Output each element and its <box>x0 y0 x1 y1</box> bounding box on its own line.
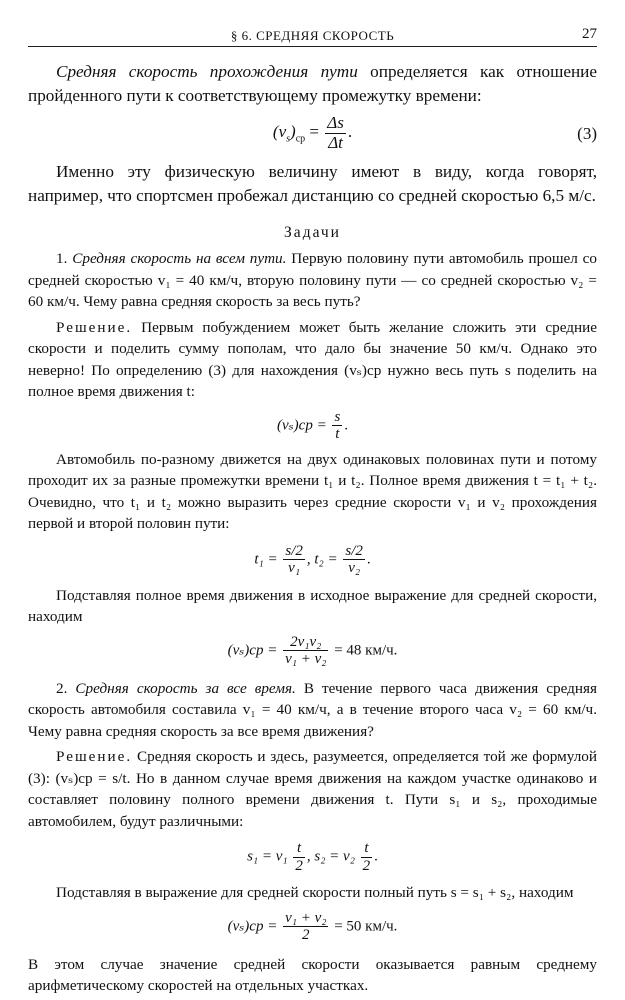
solution2-label: Решение. <box>56 748 133 766</box>
eq3-numerator: Δs <box>327 113 344 132</box>
sport-paragraph: Именно эту физическую величину имеют в виду, когда говорят, например, что спортсмен пробежал дистанцию со средней скоростью 6,5 м/с. <box>28 162 597 206</box>
task2-paragraph <box>28 678 597 743</box>
solution2-text: Средняя скорость и здесь, разумеется, определяется той же формулой (3): (vₛ)ср = s/t. Но в данном случае время движения на каждом участке одинаково и составляет половину полного времени движения t. Пути s₁ и s₂, проходимые автомобилем, будут различными: <box>28 748 597 830</box>
solution2-paragraph <box>28 746 597 832</box>
substitution2-paragraph: Подставляя в выражение для средней скорости полный путь s = s₁ + s₂, находим <box>56 884 574 902</box>
page-header <box>28 24 597 47</box>
page-number: 27 <box>582 26 597 42</box>
f1-denominator: t <box>335 426 340 443</box>
f2-t1: t₁ = <box>254 551 282 568</box>
equation-number: (3) <box>577 124 597 143</box>
f2-dot: . <box>366 551 371 568</box>
solution1-text: Первым побуждением может быть желание сложить эти средние скорости и поделить сумму пополам, что дало бы значение 50 км/ч. Однако это неверно! По определению (3) для нахождения (vₛ)ср нужно весь путь s поделить на полное время движения t: <box>28 318 597 401</box>
eq3-fraction <box>325 114 346 152</box>
f3-numerator: 2v₁v₂ <box>283 634 328 652</box>
f4-fraction-2 <box>361 840 373 874</box>
task2-number: 2. <box>56 679 68 697</box>
f5-lhs: (vₛ)ср = <box>227 918 282 935</box>
eq3-denominator: Δt <box>328 132 343 152</box>
eq3-lhs: (v <box>272 122 287 142</box>
f4-num2: t <box>361 840 373 858</box>
task2-text: В течение первого часа движения средняя скорость автомобиля составила v₁ = 40 км/ч, а в течение второго часа v₂ = 60 км/ч. Чему равна средняя скорость за все время движения? <box>28 679 598 740</box>
formula-result-50 <box>28 910 597 944</box>
f3-lhs: (vₛ)ср = <box>227 642 282 659</box>
eq3-cp: ср <box>295 133 306 145</box>
f3-denominator: v₁ + v₂ <box>285 651 327 668</box>
f2-den1: v₁ <box>288 560 301 577</box>
equation-3 <box>28 114 597 152</box>
f5-fraction <box>283 910 328 944</box>
auto-paragraph: Автомобиль по-разному движется на двух одинаковых половинах пути и потому проходит их за разные промежутки времени t₁ и t₂. Полное время движения t = t₁ + t₂. Очевидно, что t₁ и t₂ можно выразить через средние скорости v₁ и v₂ прохождения первой и второй половин пути: <box>28 450 597 533</box>
f2-num1: s/2 <box>285 542 303 559</box>
task1-title: Средняя скорость на всем пути. <box>72 250 287 268</box>
f1-fraction <box>332 409 342 443</box>
task1-paragraph <box>28 248 597 313</box>
f1-dot: . <box>344 417 349 434</box>
f4-num1: t <box>293 840 305 858</box>
running-title: § 6. СРЕДНЯЯ СКОРОСТЬ <box>230 28 395 43</box>
formula-s1-s2 <box>28 840 597 874</box>
task1-number: 1. <box>56 250 68 268</box>
solution1-label: Решение. <box>56 318 133 336</box>
eq3-equals: = <box>305 122 324 142</box>
f2-t2: , t₂ = <box>306 551 342 568</box>
eq3-close: ) <box>290 122 296 142</box>
f5-numerator: v₁ + v₂ <box>285 909 327 926</box>
f2-fraction-2 <box>343 543 365 577</box>
f4-den2: 2 <box>362 857 371 874</box>
f5-result: = 50 км/ч. <box>330 918 398 935</box>
f1-numerator: s <box>334 408 341 425</box>
intro-rest: определяется как отношение пройденного пути к соответствующему промежутку времени: <box>28 62 597 105</box>
intro-term: Средняя скорость прохождения пути <box>56 62 358 81</box>
f4-s1: s₁ = v₁ <box>247 848 292 865</box>
substitution-paragraph: Подставляя полное время движения в исходное выражение для средней скорости, находим <box>28 586 597 626</box>
formula-t1-t2 <box>28 543 597 577</box>
eq3-sub: s <box>286 133 291 145</box>
task1-text: Первую половину пути автомобиль прошел со средней скоростью v₁ = 40 км/ч, вторую половину пути — со средней скоростью v₂ = 60 км/ч. Чему равна средняя скорость за весь путь? <box>28 250 597 311</box>
f4-den1: 2 <box>295 857 303 874</box>
eq3-dot: . <box>347 122 353 142</box>
page-body <box>28 60 597 997</box>
f3-fraction <box>283 634 328 668</box>
final-paragraph: В этом случае значение средней скорости оказывается равным среднему арифметическому скоростей на отдельных участках. <box>28 955 597 995</box>
f3-result: = 48 км/ч. <box>330 642 398 659</box>
formula-s-over-t <box>28 409 597 443</box>
f2-num2: s/2 <box>345 542 363 559</box>
f4-fraction-1 <box>293 840 305 874</box>
f4-dot: . <box>374 848 378 865</box>
f4-s2: , s₂ = v₂ <box>306 848 359 865</box>
formula-result-48 <box>28 634 597 668</box>
intro-paragraph <box>28 60 597 108</box>
solution1-paragraph <box>28 317 597 403</box>
task2-title: Средняя скорость за все время. <box>75 679 296 697</box>
f1-lhs: (vₛ)ср = <box>276 417 331 434</box>
tasks-heading: Задачи <box>284 224 341 242</box>
f2-fraction-1 <box>283 543 305 577</box>
f2-den2: v₂ <box>348 560 361 577</box>
f5-denominator: 2 <box>302 927 310 944</box>
